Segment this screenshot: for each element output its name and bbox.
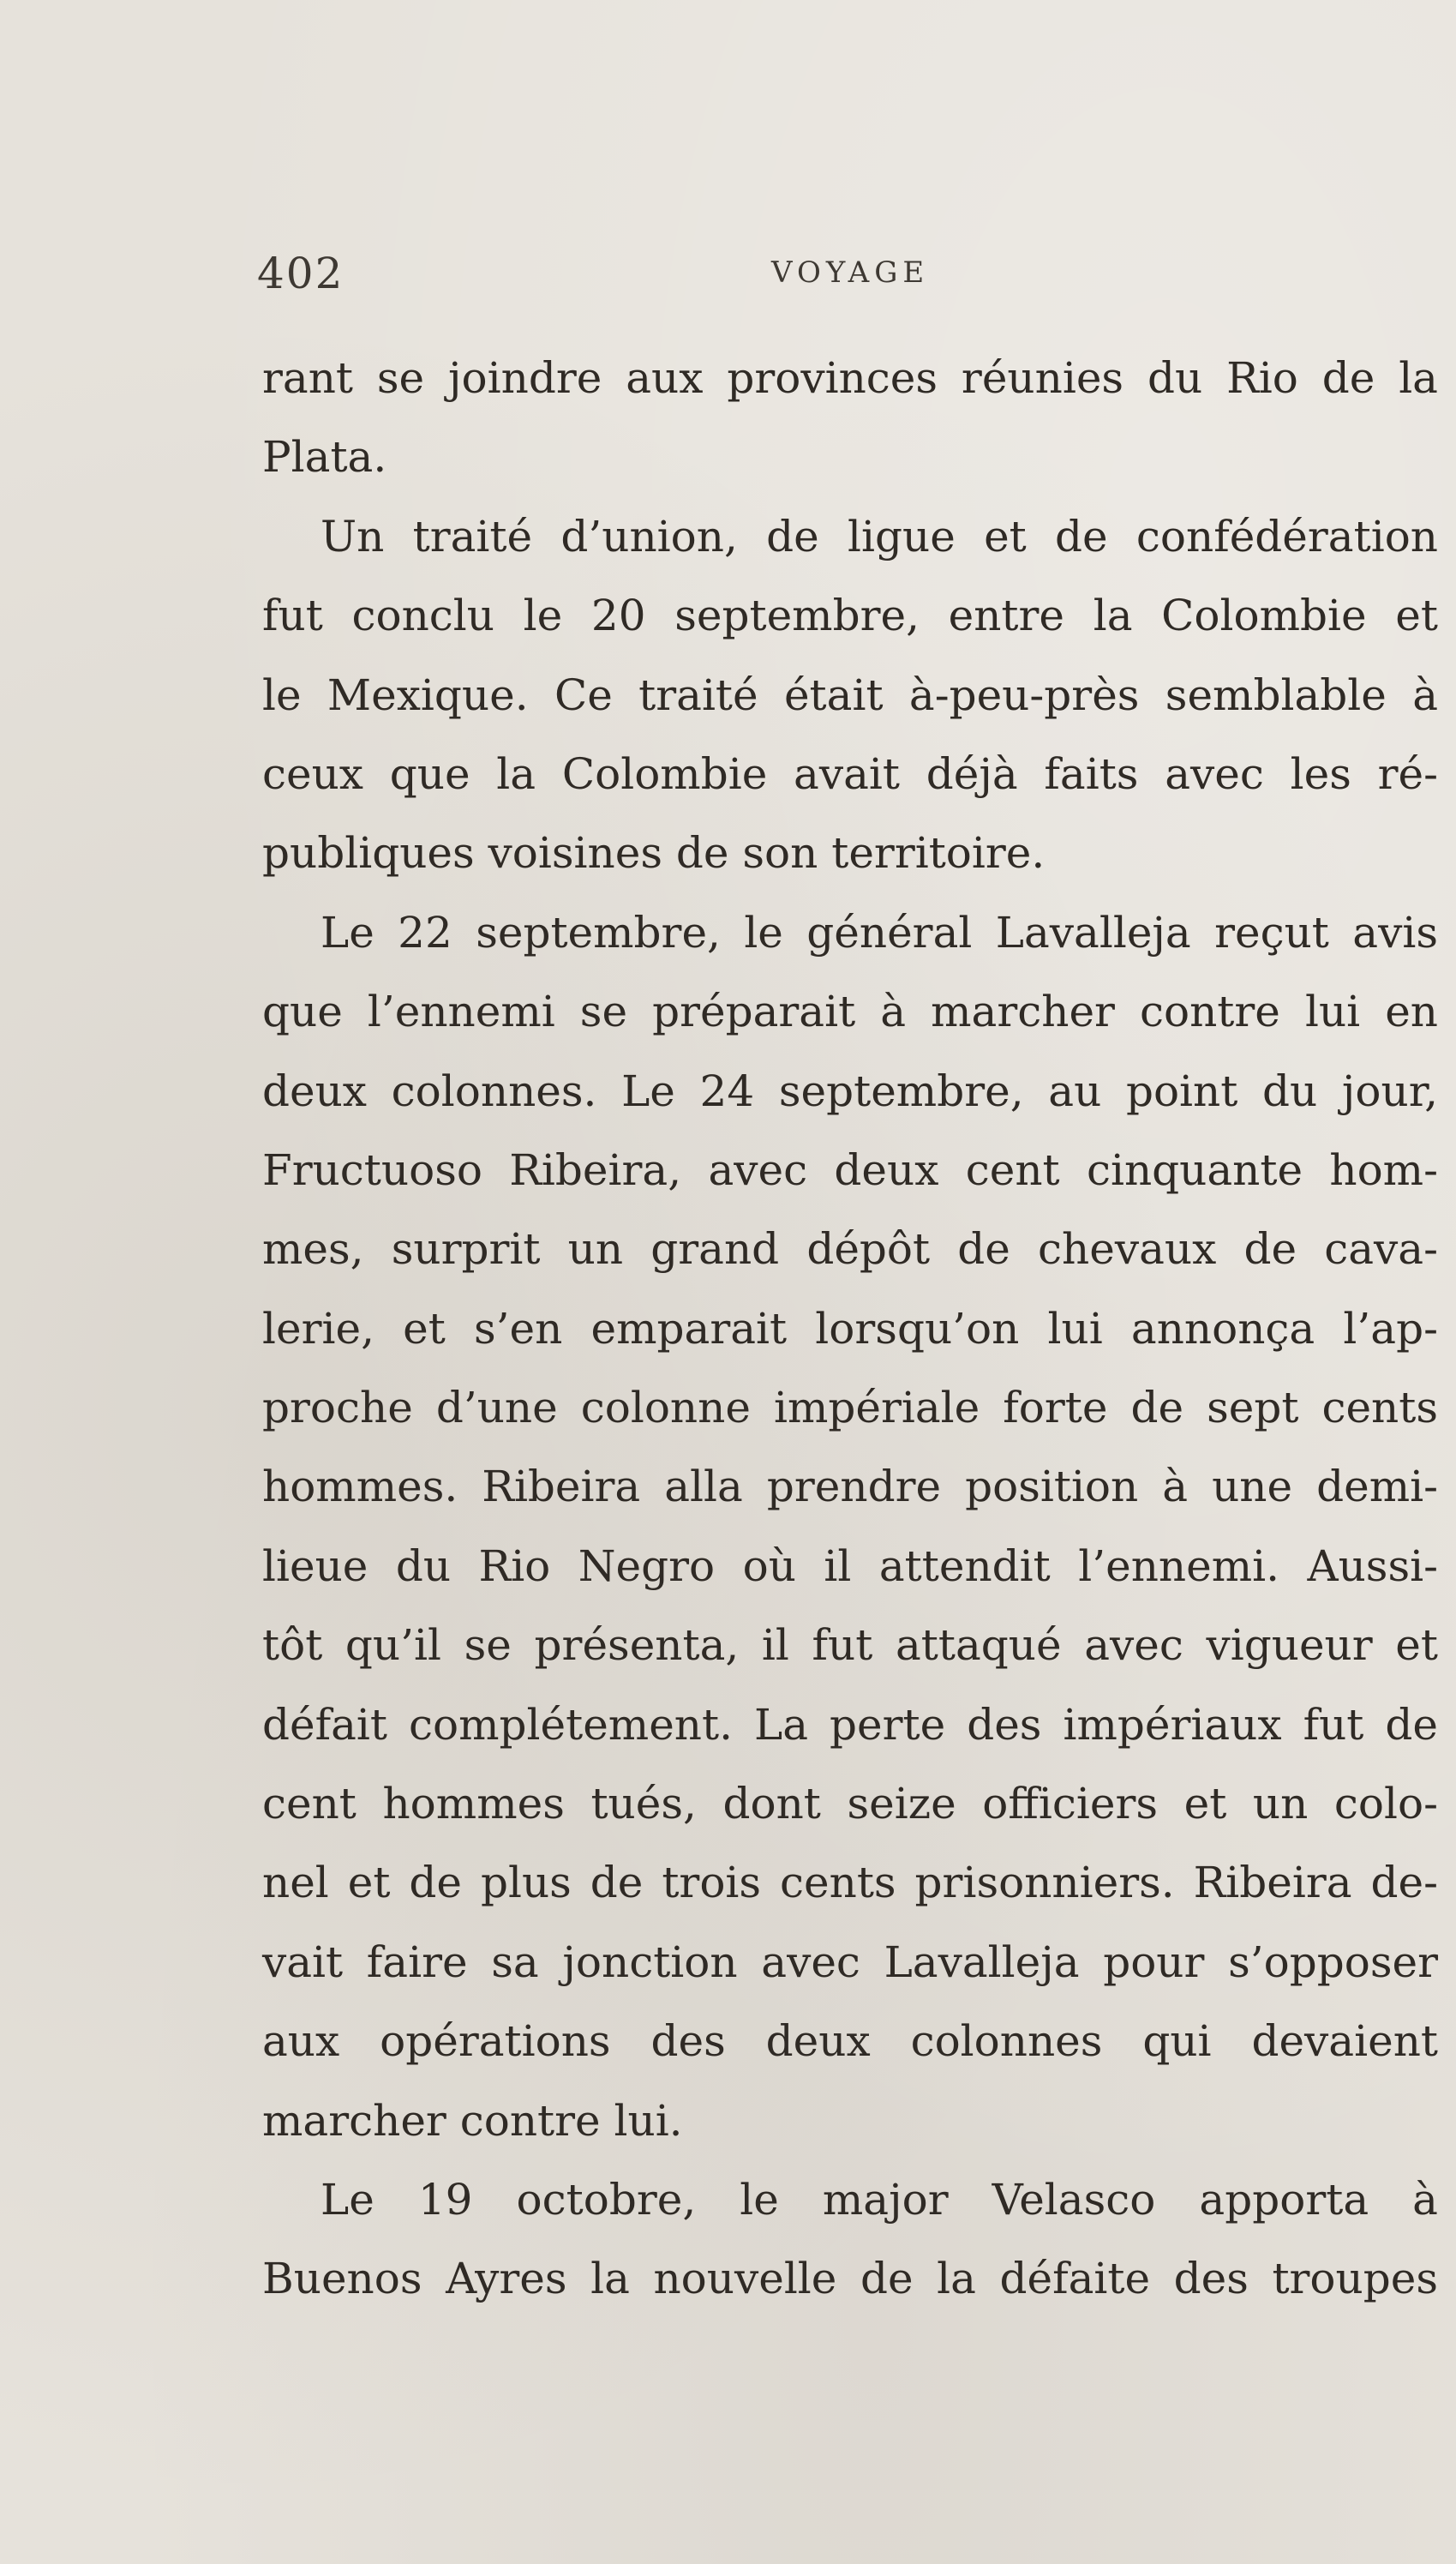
paragraph-first-line: Le 19 octobre, le major Velasco apporta à	[321, 2174, 1438, 2225]
text-line: rant se joindre aux provinces réunies du Rio de la	[262, 353, 1438, 403]
text-line: le Mexique. Ce traité était à-peu-près semblable à	[262, 670, 1438, 720]
text-line: aux opérations des deux colonnes qui devaient	[262, 2016, 1438, 2067]
text-line: Plata.	[262, 432, 387, 483]
text-line: Fructuoso Ribeira, avec deux cent cinquante hom-	[262, 1144, 1438, 1195]
text-line: cent hommes tués, dont seize officiers et un colo-	[262, 1779, 1438, 1829]
text-line: vait faire sa jonction avec Lavalleja pour s’opposer	[262, 1937, 1438, 1987]
text-line: défait complétement. La perte des impériaux fut de	[262, 1699, 1438, 1750]
text-line: publiques voisines de son territoire.	[262, 828, 1046, 879]
text-line: fut conclu le 20 septembre, entre la Colombie et	[262, 591, 1438, 641]
paragraph-first-line: Un traité d’union, de ligue et de confédération	[321, 511, 1438, 561]
text-line: nel et de plus de trois cents prisonniers. Ribeira de-	[262, 1858, 1438, 1908]
text-line: tôt qu’il se présenta, il fut attaqué avec vigueur et	[262, 1620, 1438, 1671]
text-line: marcher contre lui.	[262, 2095, 683, 2146]
text-line: hommes. Ribeira alla prendre position à une demi-	[262, 1462, 1438, 1512]
running-head	[257, 249, 1440, 309]
text-line: ceux que la Colombie avait déjà faits avec les ré-	[262, 748, 1438, 799]
text-line: deux colonnes. Le 24 septembre, au point du jour,	[262, 1066, 1438, 1116]
running-title: VOYAGE	[771, 255, 930, 290]
text-line: lerie, et s’en emparait lorsqu’on lui annonça l’ap-	[262, 1303, 1438, 1354]
paragraph-first-line: Le 22 septembre, le général Lavalleja reçut avis	[321, 907, 1438, 958]
text-line: proche d’une colonne impériale forte de sept cents	[262, 1383, 1438, 1433]
text-line: que l’ennemi se préparait à marcher contre lui en	[262, 987, 1438, 1037]
text-line: mes, surprit un grand dépôt de chevaux de cava-	[262, 1224, 1438, 1275]
page-number: 402	[257, 249, 345, 298]
text-line: lieue du Rio Negro où il attendit l’ennemi. Aussi-	[262, 1540, 1438, 1591]
body-text	[262, 339, 1438, 2319]
text-line: Buenos Ayres la nouvelle de la défaite des troupes	[262, 2254, 1438, 2304]
